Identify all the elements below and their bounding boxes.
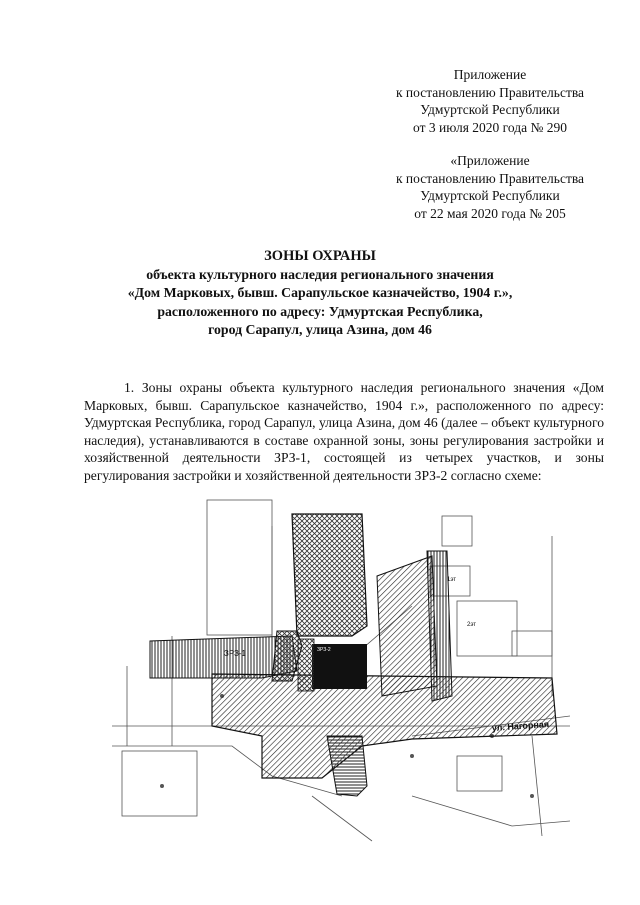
appendix-line: Удмуртской Республики [420,188,560,203]
title-line: «Дом Марковых, бывш. Сарапульское казначейство, 1904 г.», [127,285,513,300]
zone-label-2: ЗРЗ-2 [317,647,331,653]
appendix-line: к постановлению Правительства [395,84,585,100]
appendix-date: от 3 июля 2020 года № 290 [413,119,567,135]
floors-label-2: 2эт [467,622,477,628]
appendix-line: «Приложение [450,153,530,168]
appendix-header-previous [380,152,600,222]
appendix-date: от 22 мая 2020 года № 205 [414,205,566,221]
appendix-line: Удмуртской Республики [420,102,560,117]
appendix-line: к постановлению Правительства [395,170,585,186]
title-line: город Сарапул, улица Азина, дом 46 [208,322,432,337]
document-title [80,247,560,340]
title-line: объекта культурного наследия регионального значения [146,266,494,282]
zone-scheme-map [112,496,570,846]
appendix-line: Приложение [453,67,527,82]
appendix-header-current [380,66,600,136]
title-main: ЗОНЫ ОХРАНЫ [264,248,376,264]
zone-label: ЗРЗ-1 [224,649,246,658]
street-label: ул. Нагорная [491,719,550,733]
paragraph-1: 1. Зоны охраны объекта культурного наследия регионального значения «Дом Марковых, бывш. Сарапульское казначейство, 1904 г.», расположенного по адресу: Удмуртская Республика, город Сарапул, улица Азина, дом 46 (далее – объект культурного наследия), устанавливаются в составе охранной зоны, зоны регулирования застройки и хозяйственной деятельности ЗРЗ-1, состоящей из четырех участков, и зоны регулирования застройки и хозяйственной деятельности ЗРЗ-2 согласно схеме: [84,380,604,483]
floors-label: 1эт [447,577,457,583]
title-line: расположенного по адресу: Удмуртская Республика, [157,303,483,319]
